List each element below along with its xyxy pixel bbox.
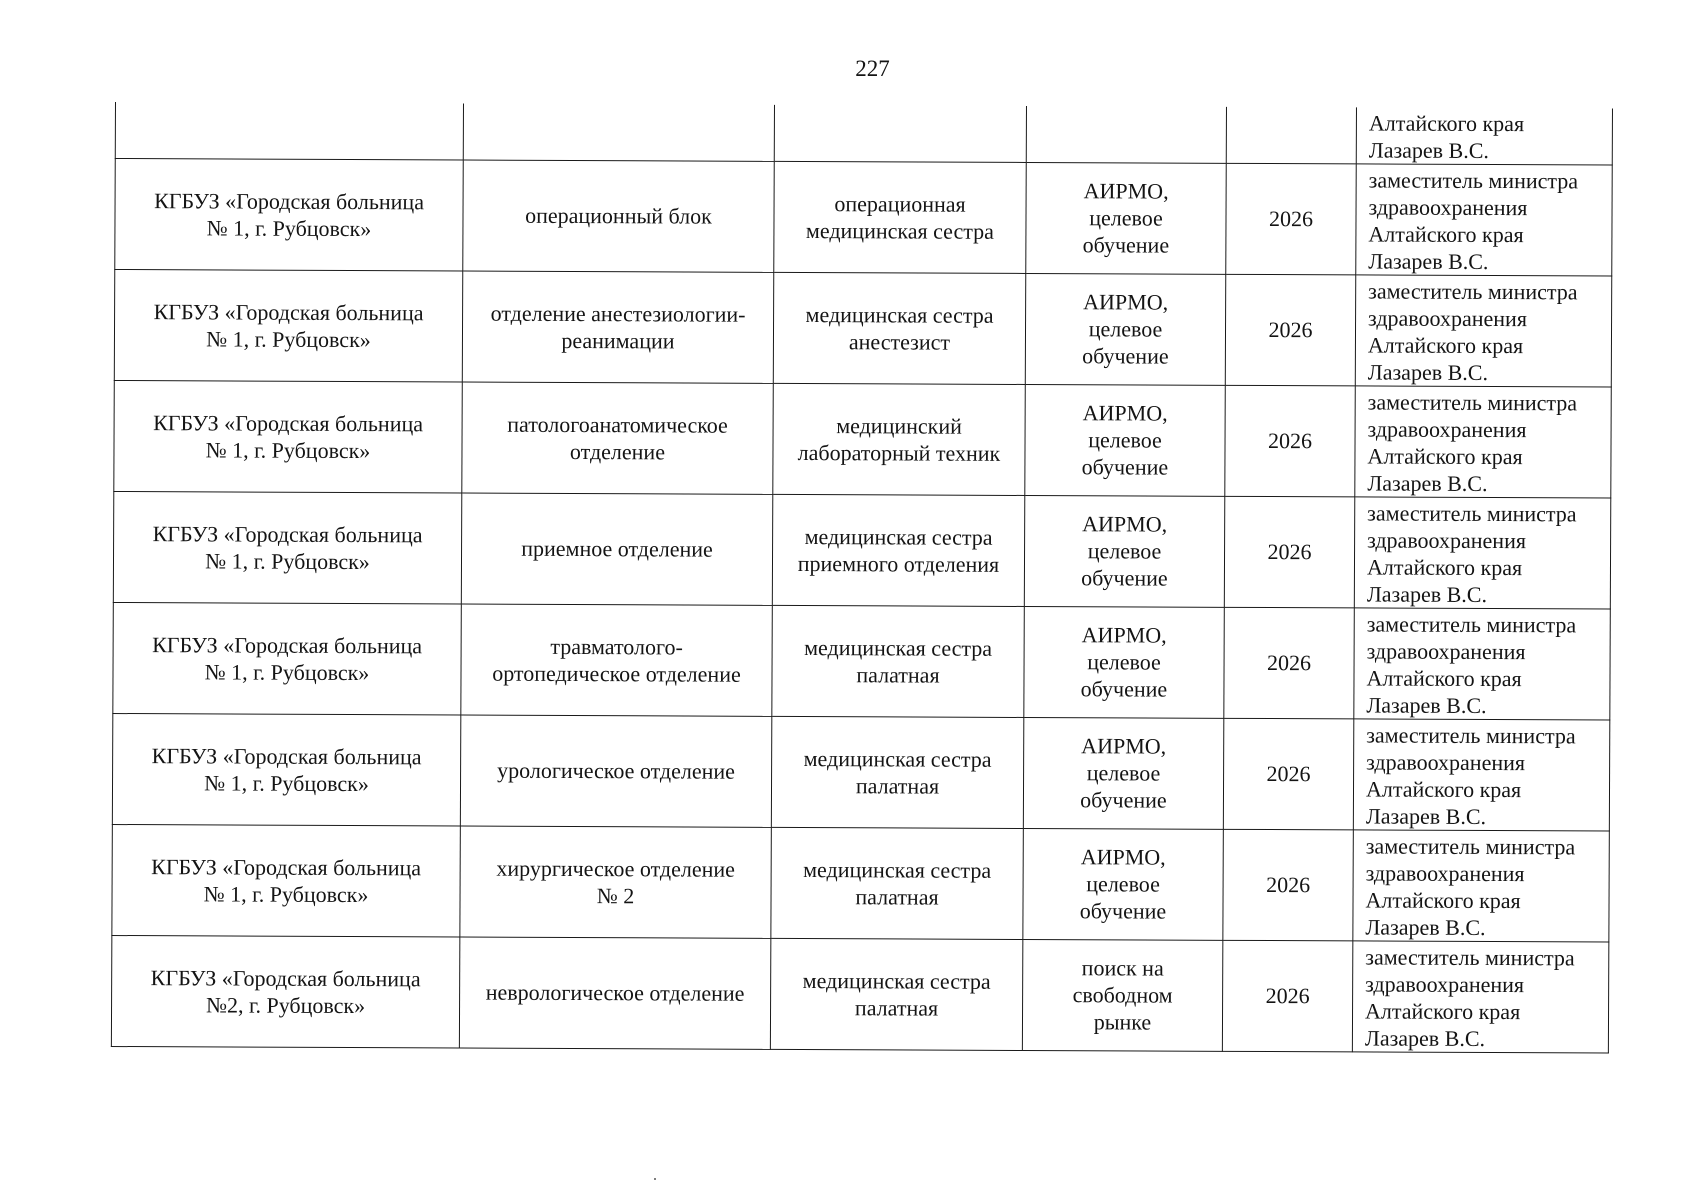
cell-position xyxy=(771,716,1023,828)
responsible-text: Алтайского края Лазарев В.С. xyxy=(1368,109,1525,163)
cell-department xyxy=(463,104,774,161)
position-text: медицинская сестра палатная xyxy=(802,967,991,1021)
table-row xyxy=(114,269,1611,387)
cell-position xyxy=(774,161,1026,273)
department-text: отделение анестезиологии- реанимации xyxy=(490,300,746,353)
responsible-text: заместитель министра здравоохранения Алтайского края Лазарев В.С. xyxy=(1368,166,1579,274)
cell-responsible xyxy=(1352,940,1608,1052)
cell-method xyxy=(1025,384,1225,496)
cell-department xyxy=(461,493,772,605)
cell-method xyxy=(1022,939,1222,1051)
table-row xyxy=(112,824,1609,942)
year-text: 2026 xyxy=(1266,872,1311,898)
organization-text: КГБУЗ «Городская больница №2, г. Рубцовск» xyxy=(150,964,421,1018)
year-text: 2026 xyxy=(1266,761,1311,787)
cell-position xyxy=(770,938,1022,1050)
cell-method xyxy=(1026,162,1226,274)
cell-department xyxy=(461,604,772,716)
position-text: операционная медицинская сестра xyxy=(805,190,994,244)
method-text: АИРМО, целевое обучение xyxy=(1082,289,1169,369)
department-text: патологоанатомическое отделение xyxy=(507,411,728,464)
responsible-text: заместитель министра здравоохранения Алтайского края Лазарев В.С. xyxy=(1364,943,1575,1051)
table-row xyxy=(114,380,1611,498)
cell-department xyxy=(459,937,770,1049)
cell-year xyxy=(1223,718,1353,830)
cell-year xyxy=(1224,496,1354,608)
cell-organization xyxy=(114,269,462,382)
cell-department xyxy=(460,826,771,938)
cell-responsible xyxy=(1355,274,1611,386)
cell-organization xyxy=(111,935,459,1048)
responsible-text: заместитель министра здравоохранения Алтайского края Лазарев В.С. xyxy=(1365,721,1576,829)
scan-artifact xyxy=(654,1178,656,1180)
cell-organization xyxy=(115,158,463,271)
cell-responsible xyxy=(1356,107,1612,164)
table-row xyxy=(112,713,1609,831)
cell-department xyxy=(462,271,773,383)
table-row xyxy=(113,602,1610,720)
responsible-text: заместитель министра здравоохранения Алтайского края Лазарев В.С. xyxy=(1365,832,1576,940)
department-text: неврологическое отделение xyxy=(485,979,745,1006)
organization-text: КГБУЗ «Городская больница № 1, г. Рубцовск» xyxy=(151,742,422,796)
cell-responsible xyxy=(1353,718,1609,830)
organization-text: КГБУЗ «Городская больница № 1, г. Рубцовск» xyxy=(152,631,423,685)
position-text: медицинская сестра анестезист xyxy=(805,301,994,355)
cell-position xyxy=(771,827,1023,939)
method-text: АИРМО, целевое обучение xyxy=(1081,511,1168,591)
cell-year xyxy=(1224,607,1354,719)
cell-method xyxy=(1023,828,1223,940)
cell-responsible xyxy=(1354,607,1610,719)
table-body xyxy=(111,102,1612,1053)
responsible-text: заместитель министра здравоохранения Алтайского края Лазарев В.С. xyxy=(1367,388,1578,496)
cell-year xyxy=(1225,274,1355,386)
cell-department xyxy=(460,715,771,827)
staffing-table xyxy=(111,102,1613,1053)
year-text: 2026 xyxy=(1267,539,1312,565)
cell-responsible xyxy=(1354,496,1610,608)
page-number: 227 xyxy=(855,56,890,81)
cell-method xyxy=(1025,273,1225,385)
organization-text: КГБУЗ «Городская больница № 1, г. Рубцовск» xyxy=(151,853,422,907)
organization-text: КГБУЗ «Городская больница № 1, г. Рубцовск» xyxy=(154,187,425,241)
cell-department xyxy=(462,382,773,494)
cell-year xyxy=(1226,163,1356,275)
cell-method xyxy=(1024,606,1224,718)
cell-organization xyxy=(115,102,463,160)
year-text: 2026 xyxy=(1267,428,1313,454)
method-text: поиск на свободном рынке xyxy=(1072,955,1173,1035)
position-text: медицинский лабораторный техник xyxy=(797,412,1001,466)
cell-organization xyxy=(112,713,460,826)
cell-year xyxy=(1223,829,1353,941)
cell-year xyxy=(1222,940,1352,1052)
year-text: 2026 xyxy=(1265,983,1310,1009)
position-text: медицинская сестра палатная xyxy=(804,634,993,688)
cell-organization xyxy=(113,491,461,604)
table-row xyxy=(115,158,1612,276)
method-text: АИРМО, целевое обучение xyxy=(1080,733,1167,813)
department-text: хирургическое отделение № 2 xyxy=(496,855,735,908)
cell-organization xyxy=(114,380,462,493)
cell-responsible xyxy=(1355,385,1611,497)
organization-text: КГБУЗ «Городская больница № 1, г. Рубцовск» xyxy=(153,298,424,352)
year-text: 2026 xyxy=(1268,206,1314,232)
position-text: медицинская сестра палатная xyxy=(803,745,992,799)
position-text: медицинская сестра приемного отделения xyxy=(797,523,1000,577)
cell-position xyxy=(774,105,1026,162)
cell-responsible xyxy=(1353,829,1609,941)
cell-responsible xyxy=(1356,163,1612,275)
table-row xyxy=(113,491,1610,609)
department-text: операционный блок xyxy=(525,202,712,229)
cell-method xyxy=(1023,717,1223,829)
responsible-text: заместитель министра здравоохранения Алтайского края Лазарев В.С. xyxy=(1366,499,1577,607)
cell-organization xyxy=(113,602,461,715)
table-row-continuation xyxy=(115,102,1612,165)
department-text: урологическое отделение xyxy=(497,757,736,784)
method-text: АИРМО, целевое обучение xyxy=(1079,844,1167,924)
cell-method xyxy=(1024,495,1224,607)
cell-position xyxy=(772,494,1024,606)
cell-department xyxy=(463,160,774,272)
year-text: 2026 xyxy=(1267,650,1312,676)
cell-organization xyxy=(112,824,460,937)
department-text: травматолого- ортопедическое отделение xyxy=(492,633,741,687)
cell-year xyxy=(1226,107,1356,164)
department-text: приемное отделение xyxy=(521,535,713,562)
cell-method xyxy=(1026,106,1226,163)
organization-text: КГБУЗ «Городская больница № 1, г. Рубцовск» xyxy=(153,409,424,463)
cell-year xyxy=(1225,385,1355,497)
position-text: медицинская сестра палатная xyxy=(803,856,992,910)
cell-position xyxy=(772,605,1024,717)
responsible-text: заместитель министра здравоохранения Алтайского края Лазарев В.С. xyxy=(1366,610,1577,718)
responsible-text: заместитель министра здравоохранения Алтайского края Лазарев В.С. xyxy=(1367,277,1578,385)
method-text: АИРМО, целевое обучение xyxy=(1080,622,1168,702)
year-text: 2026 xyxy=(1268,317,1313,343)
method-text: АИРМО, целевое обучение xyxy=(1081,400,1169,480)
cell-position xyxy=(773,272,1025,384)
cell-position xyxy=(773,383,1025,495)
table-row xyxy=(111,935,1608,1053)
method-text: АИРМО, целевое обучение xyxy=(1082,178,1170,258)
organization-text: КГБУЗ «Городская больница № 1, г. Рубцовск» xyxy=(152,520,423,574)
